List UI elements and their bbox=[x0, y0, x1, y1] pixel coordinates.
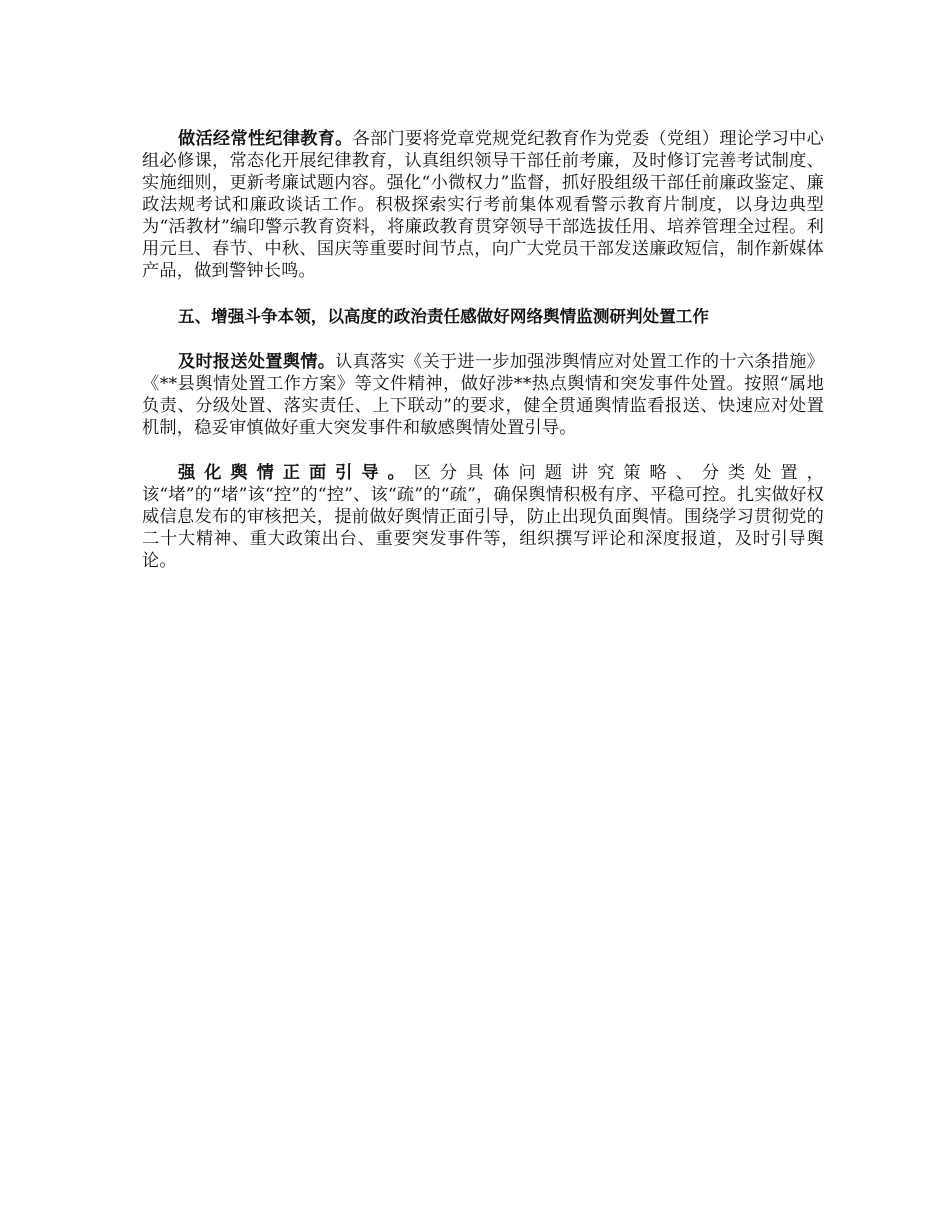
paragraph-lead: 及时报送处置舆情。 bbox=[178, 352, 336, 372]
paragraph-lead: 做活经常性纪律教育。 bbox=[178, 129, 353, 149]
paragraph-body: 各部门要将党章党规党纪教育作为党委（党组）理论学习中心组必修课，常态化开展纪律教育，认真组织领导干部任前考廉，及时修订完善考试制度、实施细则，更新考廉试题内容。强化“小微权力”监督，抓好股组级干部任前廉政鉴定、廉政法规考试和廉政谈话工作。积极探索实行考前集体观看警示教育片制度，以身边典型为“活教材”编印警示教育资料，将廉政教育贯穿领导干部选拔任用、培养管理全过程。利用元旦、春节、中秋、国庆等重要时间节点，向广大党员干部发送廉政短信，制作新媒体产品，做到警钟长鸣。 bbox=[142, 129, 824, 281]
section-heading: 五、增强斗争本领，以高度的政治责任感做好网络舆情监测研判处置工作 bbox=[178, 307, 709, 326]
paragraph-body: 区分具体问题讲究策略、分类处置，该“堵”的“堵”该“控”的“控”、该“疏”的“疏”，确保舆情积极有序、平稳可控。扎实做好权威信息发布的审核把关，提前做好舆情正面引导，防止出现负面舆情。围绕学习贯彻党的二十大精神、重大政策出台、重要突发事件等，组织撰写评论和深度报道，及时引导舆论。 bbox=[142, 463, 824, 571]
paragraph-body: 认真落实《关于进一步加强涉舆情应对处置工作的十六条措施》《**县舆情处置工作方案》等文件精神，做好涉**热点舆情和突发事件处置。按照“属地负责、分级处置、落实责任、上下联动”的要求，健全贯通舆情监看报送、快速应对处置机制，稳妥审慎做好重大突发事件和敏感舆情处置引导。 bbox=[142, 352, 824, 438]
paragraph-discipline-education bbox=[142, 128, 824, 282]
paragraph-lead: 强化舆情正面引导。 bbox=[178, 463, 414, 483]
paragraph-report-public-opinion bbox=[142, 351, 824, 439]
document-page bbox=[142, 124, 824, 572]
paragraph-positive-guidance bbox=[142, 462, 824, 572]
